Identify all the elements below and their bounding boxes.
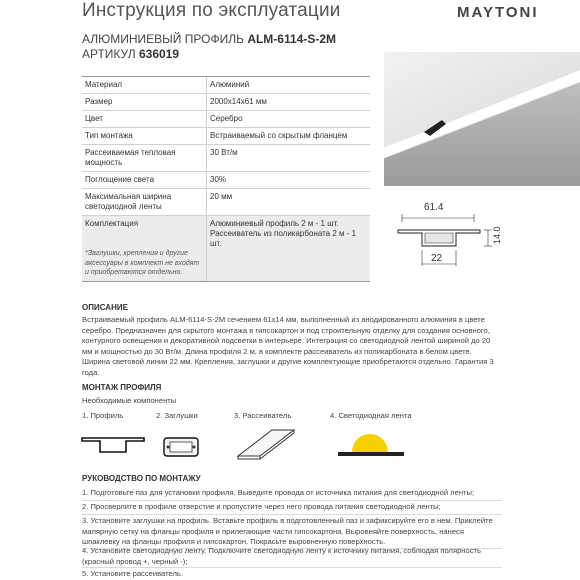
spec-row [82, 189, 370, 216]
spec-row [82, 94, 370, 111]
component-label-led-strip: 4. Светодиодная лента [330, 411, 412, 420]
product-photo [384, 52, 580, 186]
article-label: АРТИКУЛ [82, 47, 139, 61]
spec-key: Максимальная ширина светодиодной ленты [82, 189, 207, 216]
spec-value: Алюминиевый профиль 2 м - 1 шт. Рассеиватель из поликарбоната 2 м - 1 шт. [207, 216, 371, 282]
inner-dimension: 22 [431, 253, 443, 264]
component-label-caps: 2. Заглушки [156, 411, 198, 420]
spec-value: Алюминий [207, 77, 371, 94]
page-title: Инструкция по эксплуатации [82, 0, 341, 21]
led-strip-icon [334, 430, 418, 460]
profile-icon [80, 432, 146, 458]
mount-heading: МОНТАЖ ПРОФИЛЯ [82, 383, 162, 392]
spec-key [82, 216, 207, 282]
guide-step: 2. Просверлите в профиле отверстие и пропустите через него провода питания светодиодной ленты; [82, 502, 441, 511]
spec-key: Поглощение света [82, 172, 207, 189]
spec-row [82, 172, 370, 189]
guide-step: 5. Установите рассеиватель. [82, 569, 183, 578]
spec-key: Рассеиваемая тепловая мощность [82, 145, 207, 172]
width-dimension: 61.4 [424, 202, 444, 213]
guide-step: 1. Подготовьте паз для установки профиля. Выведите провода от источника питания для светодиодной ленты; [82, 488, 475, 497]
brand-logo: MAYTONI [457, 4, 539, 21]
spec-row [82, 111, 370, 128]
spec-key-text: Комплектация [85, 219, 139, 228]
description-text: Встраиваемый профиль ALM-6114-S-2M сечением 61x14 мм, выполненный из анодированного алюминия в цвете серебро. Предназначен для скрытого монтажа в гипсокартон и под строительную отделку для создания основного, контурного освещения и декоративной подсветки в интерьере. Интеграция со светодиодной лентой шириной до 20 мм и мощностью до 30 Вт/м. Длина профиля 2 м, в комплекте рассеиватель из поликарбоната в белом цвете. Ширина световой линии 22 мм. Крепления, заглушки и другие комплектующие приобретаются отдельно. Гарантия 3 года. [82, 315, 494, 377]
component-label-profile: 1. Профиль [82, 411, 124, 420]
spec-value: Серебро [207, 111, 371, 128]
product-subtitle [82, 32, 336, 62]
article-line [82, 47, 336, 62]
product-name-line [82, 32, 336, 47]
spec-key: Размер [82, 94, 207, 111]
product-type: АЛЮМИНИЕВЫЙ ПРОФИЛЬ [82, 32, 248, 46]
divider [82, 500, 502, 501]
height-dimension: 14.0 [492, 226, 502, 244]
mount-subheading: Необходимые компоненты [82, 396, 177, 405]
diffuser-icon [232, 426, 298, 460]
spec-value: 30 Вт/м [207, 145, 371, 172]
article-number: 636019 [138, 47, 180, 61]
component-label-diffuser: 3. Рассеиватель [234, 411, 292, 420]
guide-step: 3. Установите заглушки на профиль. Вставьте профиль в подготовленный паз и зафиксируйте его в нем. Приклейте малярную сетку на фланцы профиля и прилегающие части гипсокартона. Выровняйте поверхность, нанеся шпаклевку на фланцы профиля и гипсокартон. Покрасьте выровненную поверхность. [82, 516, 493, 547]
guide-heading: РУКОВОДСТВО ПО МОНТАЖУ [82, 474, 201, 483]
divider [82, 567, 502, 568]
product-model: ALM-6114-S-2M [247, 32, 336, 46]
spec-row [82, 77, 370, 94]
description-heading: ОПИСАНИЕ [82, 303, 128, 312]
spec-key: Материал [82, 77, 207, 94]
spec-table [82, 76, 370, 282]
spec-row [82, 145, 370, 172]
spec-value: 20 мм [207, 189, 371, 216]
spec-key: Цвет [82, 111, 207, 128]
divider [82, 514, 502, 515]
spec-row [82, 128, 370, 145]
end-cap-icon [160, 434, 204, 460]
specs-footnote: *Заглушки, крепления и другие аксессуары в комплект не входят и приобретаются отдельно. [85, 250, 200, 276]
spec-key: Тип монтажа [82, 128, 207, 145]
guide-step: 4. Установите светодиодную ленту. Подключите светодиодную ленту к источнику питания, соблюдая полярность (красный провод +, черный -); [82, 546, 481, 566]
spec-value: 30% [207, 172, 371, 189]
spec-row [82, 216, 370, 282]
spec-value: Встраиваемый со скрытым фланцем [207, 128, 371, 145]
spec-value: 2000x14x61 мм [207, 94, 371, 111]
profile-drawing [384, 192, 580, 282]
